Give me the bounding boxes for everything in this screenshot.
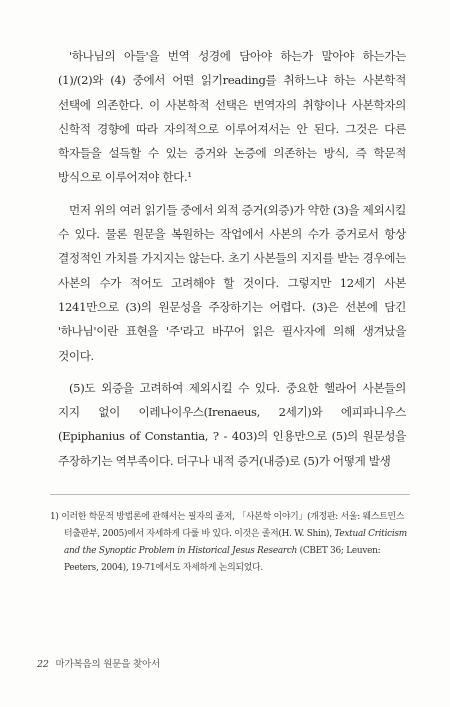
- paragraph-1: '하나님의 아들'을 번역 성경에 담아야 하는가 말아야 하는가는 (1)/(2)와 (4) 중에서 어떤 읽기reading를 취하느냐 하는 사본학적 선택에 의존한다. 이 사본학적 선택은 번역자의 취향이나 사본학자의 신학적 경향에 따라 자의적으로 이루어져서는 안 된다. 그것은 다른 학자들을 설득할 수 있는 증거와 논증에 의존하는 방식, 즉 학문적 방식으로 이루어져야 한다.¹: [58, 49, 406, 185]
- footnote-text-part-2: (CBET 36; Leuven: Peeters, 2004), 19-71에서도 자세하게 논의되었다.: [64, 546, 381, 573]
- paragraph-2: 먼저 위의 여러 읽기들 중에서 외적 증거(외증)가 약한 (3)을 제외시킬 수 있다. 물론 원문을 복원하는 작업에서 사본의 수가 증거로서 항상 결정적인 가치를 가지지는 않는다. 초기 사본들의 지지를 받는 경우에는 사본의 수가 적어도 고려해야 할 것이다. 그렇지만 12세기 사본 1241만으로 (3)의 원문성을 주장하기는 어렵다. (3)은 선본에 담긴 '하나님'이란 표현을 '주'라고 바꾸어 읽은 필사자에 의해 생겨났을 것이다.: [58, 202, 406, 363]
- page-number: 22: [37, 659, 49, 670]
- running-title: 마가복음의 원문을 찾아서: [55, 659, 160, 670]
- footnote-number: 1): [50, 512, 59, 522]
- body-text: [58, 44, 406, 481]
- footnote-divider: [50, 494, 410, 495]
- footnote-text-part-1: 이러한 학문적 방법론에 관해서는 필자의 졸저, 「사본학 이야기」(개정판: 서울: 웨스트민스터출판부, 2005)에서 자세하게 다룰 바 있다. 이것은 졸저(H. W. Shin),: [61, 512, 405, 539]
- footnote: [50, 494, 410, 577]
- running-footer: [37, 656, 160, 670]
- footnote-text: [50, 509, 410, 577]
- paragraph-3: (5)도 외증을 고려하여 제외시킬 수 있다. 중요한 헬라어 사본들의 지지 없이 이레나이우스(Irenaeus, 2세기)와 에피파니우스(Epiphanius of Constantia, ? - 403)의 인용만으로 (5)의 원문성을 주장하기는 역부족이다. 더구나 내적 증거(내증)로 (5)가 어떻게 발생: [58, 380, 406, 468]
- footnote-book-title: Textual Criticism and the Synoptic Problem in Historical Jesus Research: [64, 529, 407, 556]
